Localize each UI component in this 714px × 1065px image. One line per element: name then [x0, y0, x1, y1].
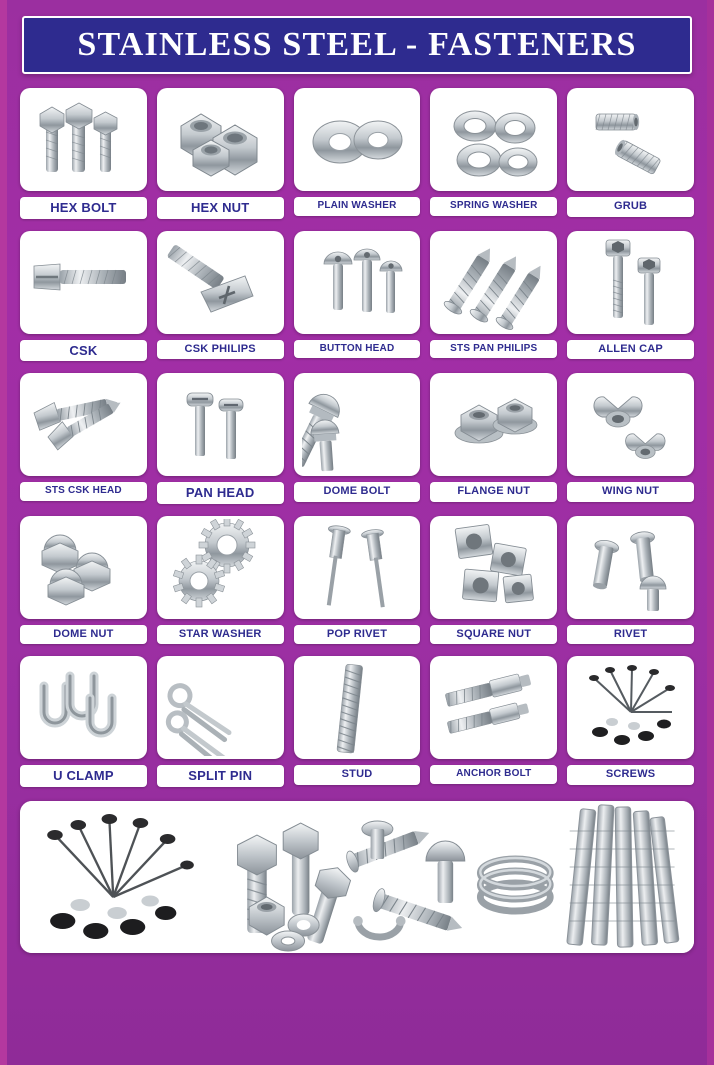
pan-philips-screw-thumbnail	[430, 231, 557, 334]
csk-philips-screw-icon	[165, 234, 275, 330]
dome-bolt-thumbnail	[294, 373, 421, 476]
grid-item-label: SQUARE NUT	[430, 625, 557, 645]
anchor-bolt-icon	[439, 660, 549, 756]
star-washer-icon	[165, 519, 275, 615]
hex-nut-thumbnail	[157, 88, 284, 191]
grid-item-label: PAN HEAD	[157, 482, 284, 504]
grid-item-pop-rivet[interactable]	[294, 516, 421, 645]
grid-item-label: POP RIVET	[294, 625, 421, 645]
fasteners-assortment-banner	[20, 801, 694, 953]
grid-item-label: DOME NUT	[20, 625, 147, 645]
star-washer-thumbnail	[157, 516, 284, 619]
grid-item-flange-nut[interactable]	[430, 373, 557, 504]
grid-item-pan-head[interactable]	[157, 373, 284, 504]
grid-item-allen-cap[interactable]	[567, 231, 694, 362]
grid-item-u-clamp[interactable]	[20, 656, 147, 787]
grid-item-csk-philips[interactable]	[157, 231, 284, 362]
split-pin-thumbnail	[157, 656, 284, 759]
grid-item-label: ALLEN CAP	[567, 340, 694, 360]
grid-item-label: GRUB	[567, 197, 694, 217]
grid-item-label: STS PAN PHILIPS	[430, 340, 557, 359]
grid-item-dome-nut[interactable]	[20, 516, 147, 645]
dome-bolt-icon	[302, 377, 412, 473]
spring-washer-thumbnail	[430, 88, 557, 191]
poster-title-bar	[22, 16, 692, 74]
grid-item-anchor-bolt[interactable]	[430, 656, 557, 787]
grid-item-screws[interactable]	[567, 656, 694, 787]
grid-item-label: HEX BOLT	[20, 197, 147, 219]
anchor-bolt-thumbnail	[430, 656, 557, 759]
grid-item-sts-csk-head[interactable]	[20, 373, 147, 504]
left-edge-strip	[0, 0, 7, 1065]
rivet-thumbnail	[567, 516, 694, 619]
hex-bolt-icon	[28, 92, 138, 188]
allen-cap-screw-thumbnail	[567, 231, 694, 334]
split-pin-icon	[165, 660, 275, 756]
csk-head-screw-icon	[28, 377, 138, 473]
fastener-grid	[20, 88, 694, 787]
grid-item-plain-washer[interactable]	[294, 88, 421, 219]
grid-item-label: RIVET	[567, 625, 694, 645]
square-nut-icon	[439, 519, 549, 615]
grid-item-spring-washer[interactable]	[430, 88, 557, 219]
grid-item-label: CSK	[20, 340, 147, 362]
plain-washer-thumbnail	[294, 88, 421, 191]
grid-item-split-pin[interactable]	[157, 656, 284, 787]
u-clamp-icon	[28, 660, 138, 756]
flange-nut-icon	[439, 377, 549, 473]
grid-item-label: U CLAMP	[20, 765, 147, 787]
stud-thumbnail	[294, 656, 421, 759]
grid-item-sts-pan-philips[interactable]	[430, 231, 557, 362]
hex-nut-icon	[165, 92, 275, 188]
grid-item-rivet[interactable]	[567, 516, 694, 645]
dome-nut-icon	[28, 519, 138, 615]
csk-screw-thumbnail	[20, 231, 147, 334]
grub-screw-thumbnail	[567, 88, 694, 191]
pop-rivet-thumbnail	[294, 516, 421, 619]
grid-item-label: WING NUT	[567, 482, 694, 502]
grid-item-label: HEX NUT	[157, 197, 284, 219]
grid-item-csk[interactable]	[20, 231, 147, 362]
grid-item-wing-nut[interactable]	[567, 373, 694, 504]
grid-item-label: BUTTON HEAD	[294, 340, 421, 359]
plain-washer-icon	[302, 92, 412, 188]
grid-item-label: SPRING WASHER	[430, 197, 557, 216]
spring-washer-icon	[439, 92, 549, 188]
grid-item-hex-bolt[interactable]	[20, 88, 147, 219]
grid-item-stud[interactable]	[294, 656, 421, 787]
grid-item-label: CSK PHILIPS	[157, 340, 284, 360]
grid-item-label: PLAIN WASHER	[294, 197, 421, 216]
right-edge-strip	[707, 0, 714, 1065]
screws-assortment-thumbnail	[567, 656, 694, 759]
csk-philips-screw-thumbnail	[157, 231, 284, 334]
pan-head-screw-icon	[165, 377, 275, 473]
square-nut-thumbnail	[430, 516, 557, 619]
grub-screw-icon	[576, 92, 686, 188]
grid-item-label: STAR WASHER	[157, 625, 284, 645]
dome-nut-thumbnail	[20, 516, 147, 619]
grid-item-square-nut[interactable]	[430, 516, 557, 645]
grid-item-label: FLANGE NUT	[430, 482, 557, 502]
banner-illustration	[20, 801, 694, 953]
wing-nut-thumbnail	[567, 373, 694, 476]
grid-item-label: STS CSK HEAD	[20, 482, 147, 501]
stud-icon	[302, 660, 412, 756]
grid-item-dome-bolt[interactable]	[294, 373, 421, 504]
u-clamp-thumbnail	[20, 656, 147, 759]
pan-philips-screw-icon	[439, 234, 549, 330]
screws-assortment-icon	[576, 660, 686, 756]
grid-item-grub[interactable]	[567, 88, 694, 219]
allen-cap-screw-icon	[576, 234, 686, 330]
button-head-screw-thumbnail	[294, 231, 421, 334]
grid-item-star-washer[interactable]	[157, 516, 284, 645]
grid-item-label: STUD	[294, 765, 421, 785]
page-title: STAINLESS STEEL - FASTENERS	[77, 26, 637, 63]
hex-bolt-thumbnail	[20, 88, 147, 191]
flange-nut-thumbnail	[430, 373, 557, 476]
grid-item-label: SPLIT PIN	[157, 765, 284, 787]
grid-item-label: ANCHOR BOLT	[430, 765, 557, 784]
csk-head-screw-thumbnail	[20, 373, 147, 476]
rivet-icon	[576, 519, 686, 615]
csk-screw-icon	[28, 234, 138, 330]
grid-item-button-head[interactable]	[294, 231, 421, 362]
button-head-screw-icon	[302, 234, 412, 330]
grid-item-hex-nut[interactable]	[157, 88, 284, 219]
grid-item-label: DOME BOLT	[294, 482, 421, 502]
grid-item-label: SCREWS	[567, 765, 694, 785]
pan-head-screw-thumbnail	[157, 373, 284, 476]
pop-rivet-icon	[302, 519, 412, 615]
wing-nut-icon	[576, 377, 686, 473]
